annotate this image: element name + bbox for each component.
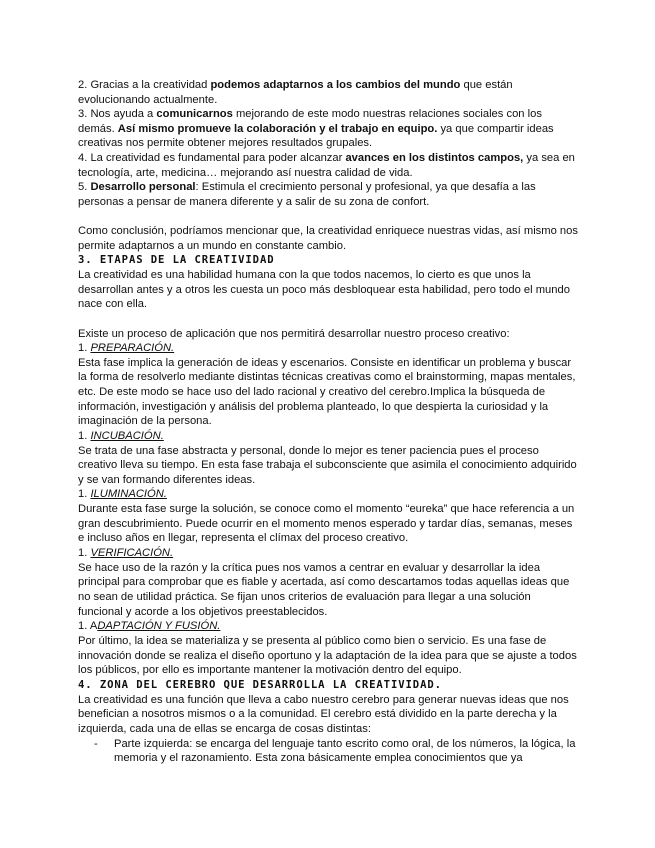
bullet-text: Parte izquierda: se encarga del lenguaje tanto escrito como oral, de los números, la lógica, la memoria y el razonamiento. Esta zona básicamente emplea conocimientos que ya — [114, 737, 576, 765]
list-item-3: 3. Nos ayuda a comunicarnos mejorando de este modo nuestras relaciones sociales con los demás. Así mismo promueve la colaboración y el trabajo en equipo. ya que compartir ideas creativas nos permite obtener mejores resultados grupales. — [78, 108, 554, 150]
bullet-dash: - — [94, 737, 98, 750]
step-text-preparacion: Esta fase implica la generación de ideas y escenarios. Consiste en identificar un problema y buscar la forma de resolverlo mediante distintas técnicas creativas como el brainstorming, mapas mentales, etc. De este modo se hace uso del lado racional y creativo del cerebro.Implica la búsqueda de información, investigación y análisis del problema planteado, lo que despierta la curiosidad y la imaginación de la persona. — [78, 356, 576, 428]
step-heading-preparacion: 1. PREPARACIÓN. — [78, 342, 175, 355]
process-intro: Existe un proceso de aplicación que nos permitirá desarrollar nuestro proceso creativo: — [78, 327, 510, 340]
step-heading-iluminacion: 1. ILUMINACIÓN. — [78, 488, 167, 501]
step-heading-adaptacion: 1. ADAPTACIÓN Y FUSIÓN. — [78, 620, 221, 633]
conclusion-paragraph: Como conclusión, podríamos mencionar que, la creatividad enriquece nuestras vidas, así mismo nos permite adaptarnos a un mundo en constante cambio. — [78, 224, 578, 252]
document-page — [78, 78, 578, 766]
section-3-intro: La creatividad es una habilidad humana con la que todos nacemos, lo cierto es que unos la desarrollan antes y a otros les cuesta un poco más desbloquear esta habilidad, pero todo el mundo nace con ella. — [78, 269, 570, 311]
list-item-2: 2. Gracias a la creatividad podemos adaptarnos a los cambios del mundo que están evolucionando actualmente. — [78, 79, 513, 106]
step-heading-incubacion: 1. INCUBACIÓN. — [78, 429, 164, 442]
step-text-verificacion: Se hace uso de la razón y la crítica pues nos vamos a centrar en evaluar y desarrollar la idea principal para comprobar que es fiable y acertada, así como descartamos todas aquellas ideas que no sean de utilidad práctica. Se fijan unos criterios de evaluación para llegar a una solución funcional y acorde a los objetivos preestablecidos. — [78, 561, 570, 618]
list-item-4: 4. La creatividad es fundamental para poder alcanzar avances en los distintos campos, ya sea en tecnología, arte, medicina… mejorando así nuestra calidad de vida. — [78, 151, 575, 179]
section-4-heading: 4. ZONA DEL CEREBRO QUE DESARROLLA LA CREATIVIDAD. — [78, 678, 442, 691]
list-item — [78, 737, 578, 766]
step-heading-verificacion: 1. VERIFICACIÓN. — [78, 547, 174, 560]
spacer — [78, 209, 578, 224]
step-text-adaptacion: Por último, la idea se materializa y se presenta al público como bien o servicio. Es una fase de innovación donde se realiza el diseño oportuno y la adaptación de la idea para que se ajuste a todos los públicos, por ello es importante mantener la motivación dentro del equipo. — [78, 634, 577, 677]
step-text-iluminacion: Durante esta fase surge la solución, se conoce como el momento “eureka” que hace referencia a un gran descubrimiento. Puede ocurrir en el momento menos esperado y tardar días, semanas, meses e incluso años en llegar, representa el clímax del proceso creativo. — [78, 503, 575, 545]
spacer — [78, 312, 578, 327]
list-item-5: 5. Desarrollo personal: Estimula el crecimiento personal y profesional, ya que desafía a las personas a pensar de manera diferente y a salir de su zona de confort. — [78, 181, 536, 208]
section-3-heading: 3. ETAPAS DE LA CREATIVIDAD — [78, 254, 275, 267]
section-4-intro: La creatividad es una función que lleva a cabo nuestro cerebro para generar nuevas ideas que nos benefician a nosotros mismos o a la comunidad. El cerebro está dividido en la parte derecha y la izquierda, cada una de ellas se encarga de cosas distintas: — [78, 693, 569, 735]
step-text-incubacion: Se trata de una fase abstracta y personal, donde lo mejor es tener paciencia pues el proceso creativo lleva su tiempo. En esta fase trabaja el subconsciente que asimila el conocimiento adquirido y se van formando diferentes ideas. — [78, 444, 577, 486]
